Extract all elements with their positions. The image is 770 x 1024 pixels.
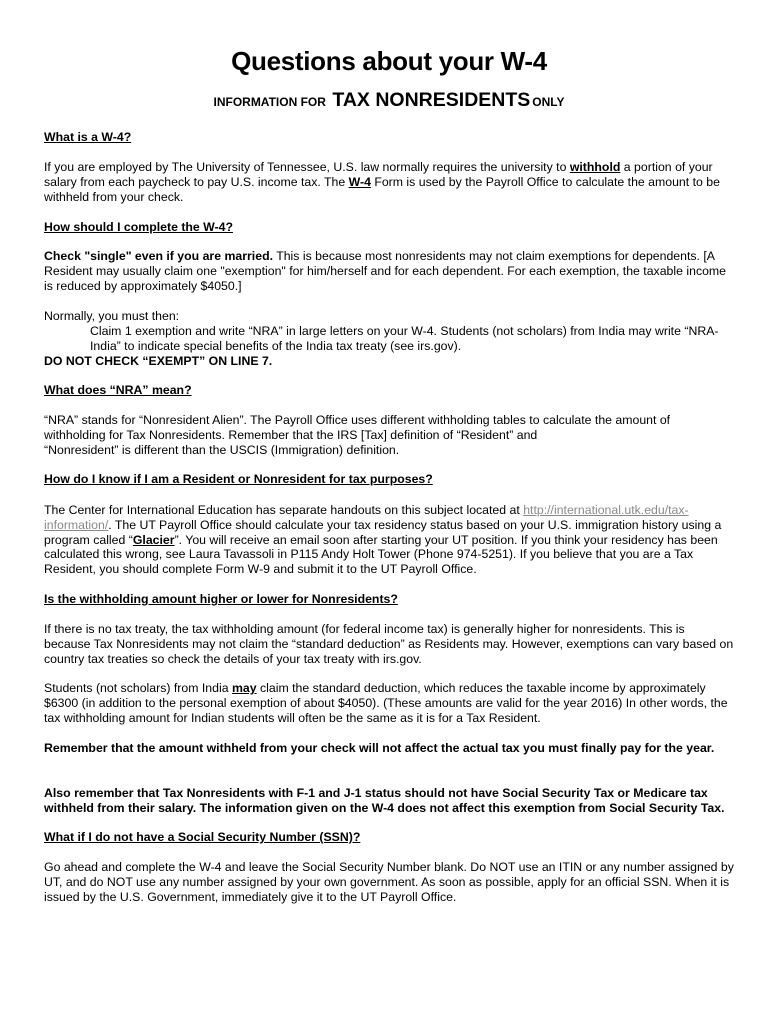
may-emphasis: may [231,681,257,695]
subtitle-suffix: ONLY [532,95,565,109]
check-single-bold: Check "single" even if you are married. [44,249,273,263]
heading-withholding-amount: Is the withholding amount higher or lower for Nonresidents? [44,592,398,606]
subtitle-main: TAX NONRESIDENTS [332,89,531,111]
heading-how-complete: How should I complete the W-4? [44,220,233,234]
remember-amount-withheld: Remember that the amount withheld from your check will not affect the actual tax you must finally pay for the year. [44,741,715,755]
paragraph-normally: Normally, you must then: [44,309,180,323]
heading-resident-or-nonresident: How do I know if I am a Resident or Nonresident for tax purposes? [44,472,433,486]
page-subtitle [44,89,734,112]
paragraph-tax-treaty: If there is no tax treaty, the tax withholding amount (for federal income tax) is generally higher for nonresidents. This is because Tax Nonresidents may not claim the “standard deduction” as Residents may. However, exemptions can vary based on country tax treaties so check the details of your tax treaty with irs.gov. [44,622,734,666]
page-title: Questions about your W-4 [231,46,547,76]
glacier-emphasis: Glacier [132,532,175,547]
heading-no-ssn: What if I do not have a Social Security Number (SSN)? [44,830,361,844]
heading-nra-meaning: What does “NRA” mean? [44,383,192,397]
withhold-emphasis: withhold [569,160,621,174]
paragraph-claim-exemption: Claim 1 exemption and write “NRA” in large letters on your W-4. Students (not scholars) from India may write “NRA-India” to indicate special benefits of the India tax treaty (see irs.gov). [90,324,719,353]
do-not-check-exempt: DO NOT CHECK “EXEMPT” ON LINE 7. [44,354,273,368]
subtitle-prefix: INFORMATION FOR [213,95,326,109]
paragraph-nra-meaning: “NRA” stands for “Nonresident Alien”. The Payroll Office uses different withholding tables to calculate the amount of withholding for Tax Nonresidents. Remember that the IRS [Tax] definition of “Resident” and “Nonresident” is different than the USCIS (Immigration) definition. [44,413,671,457]
tax-information-link[interactable]: http://international.utk.edu/tax-information/ [44,503,689,532]
paragraph-no-ssn: Go ahead and complete the W-4 and leave the Social Security Number blank. Do NOT use an ITIN or any number assigned by UT, and do NOT use any number assigned by your own government. As soon as possible, apply for an official SSN. When it is issued by the U.S. Government, immediately give it to the UT Payroll Office. [44,860,734,904]
paragraph-residency: The Center for International Education has separate handouts on this subject located at http://international.utk.edu/tax-information/. The UT Payroll Office should calculate your tax residency status based on your U.S. immigration history using a program called “Glacier”. You will receive an email soon after starting your UT position. If you think your residency has been calculated this wrong, see Laura Tavassoli in P115 Andy Holt Tower (Phone 974-5251). If you believe that you are a Tax Resident, you should complete Form W-9 and submit it to the UT Payroll Office. [44,503,722,577]
w4-emphasis: W-4 [348,174,371,189]
heading-what-is-w4: What is a W-4? [44,130,132,144]
paragraph-what-is-w4: If you are employed by The University of Tennessee, U.S. law normally requires the university to withhold a portion of your salary from each paycheck to pay U.S. income tax. The W-4 Form is used by the Payroll Office to calculate the amount to be withheld from your check. [44,160,720,204]
paragraph-check-single: Check "single" even if you are married. This is because most nonresidents may not claim exemptions for dependents. [A Resident may usually claim one "exemption" for him/herself and for each dependent. For each exemption, the taxable income is reduced by approximately $4050.] [44,249,727,293]
remember-social-security: Also remember that Tax Nonresidents with F-1 and J-1 status should not have Social Security Tax or Medicare tax withheld from their salary. The information given on the W-4 does not affect this exemption from Social Security Tax. [44,786,725,815]
paragraph-india-students: Students (not scholars) from India may claim the standard deduction, which reduces the taxable income by approximately $6300 (in addition to the personal exemption of about $4050). (These amounts are valid for the year 2016) In other words, the tax withholding amount for Indian students will often be the same as it is for a Tax Resident. [44,681,728,725]
